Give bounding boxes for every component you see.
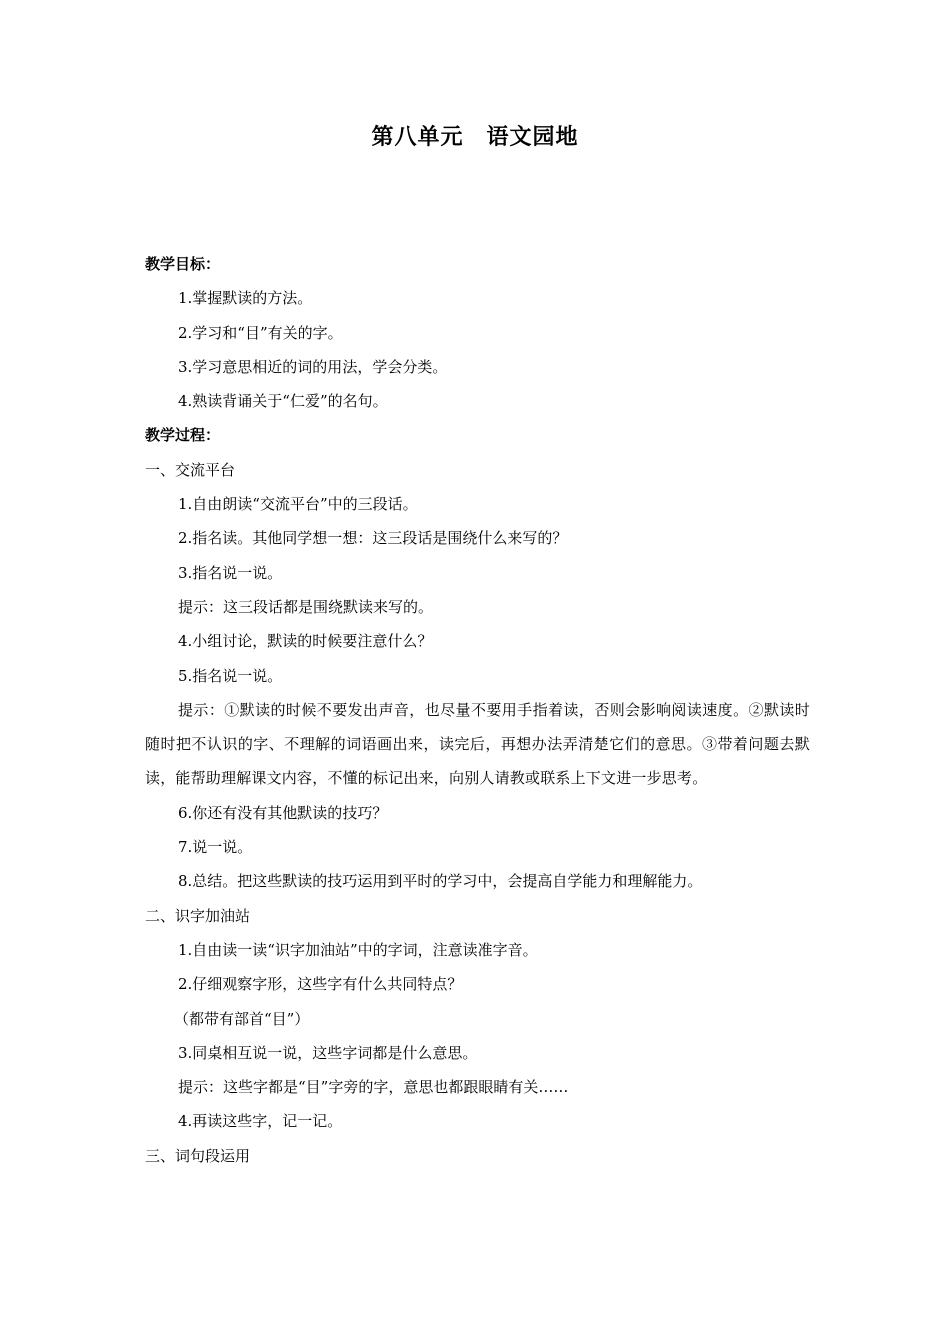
goals-heading: 教学目标： (145, 255, 221, 273)
tip-text: 提示：这三段话都是围绕默读来写的。 (178, 597, 434, 616)
section-heading: 二、识字加油站 (145, 906, 251, 925)
step-item: 2.指名读。其他同学想一想：这三段话是围绕什么来写的？ (178, 529, 568, 548)
page-title: 第八单元 语文园地 (371, 125, 579, 150)
section-heading: 三、词句段运用 (145, 1146, 251, 1165)
document-body (145, 247, 810, 1173)
step-item: 1.自由读一读“识字加油站”中的字词，注意读准字音。 (178, 940, 538, 959)
step-item: 2.仔细观察字形，这些字有什么共同特点？ (178, 975, 463, 994)
section-heading: 一、交流平台 (145, 460, 236, 479)
step-item: 4.再读这些字，记一记。 (178, 1112, 343, 1131)
step-item: 3.指名说一说。 (178, 563, 283, 582)
step-item: 5.指名说一说。 (178, 666, 283, 685)
step-item: 1.自由朗读“交流平台”中的三段话。 (178, 495, 418, 514)
step-item: 8.总结。把这些默读的技巧运用到平时的学习中，会提高自学能力和理解能力。 (178, 872, 703, 891)
step-item: 4.小组讨论，默读的时候要注意什么？ (178, 632, 433, 651)
step-item: 3.同桌相互说一说，这些字词都是什么意思。 (178, 1043, 478, 1062)
goal-item: 3.学习意思相近的词的用法，学会分类。 (178, 357, 448, 376)
goal-item: 2.学习和“目”有关的字。 (178, 323, 343, 342)
process-heading: 教学过程： (145, 426, 221, 445)
goal-item: 1.掌握默读的方法。 (178, 289, 313, 308)
step-item: 7.说一说。 (178, 838, 253, 857)
step-item: 6.你还有没有其他默读的技巧？ (178, 803, 388, 822)
answer-text: （都带有部首“目”） (174, 1009, 310, 1028)
tip-text: 提示：这些字都是“目”字旁的字，意思也都跟眼睛有关…… (178, 1078, 569, 1097)
tip-paragraph: 提示：①默读的时候不要发出声音，也尽量不要用手指着读，否则会影响阅读速度。②默读时随时把不认识的字、不理解的词语画出来，读完后，再想办法弄清楚它们的意思。③带着问题去默读，能帮助理解课文内容，不懂的标记出来，向别人请教或联系上下文进一步思考。 (145, 700, 810, 788)
goal-item: 4.熟读背诵关于“仁爱”的名句。 (178, 392, 388, 411)
